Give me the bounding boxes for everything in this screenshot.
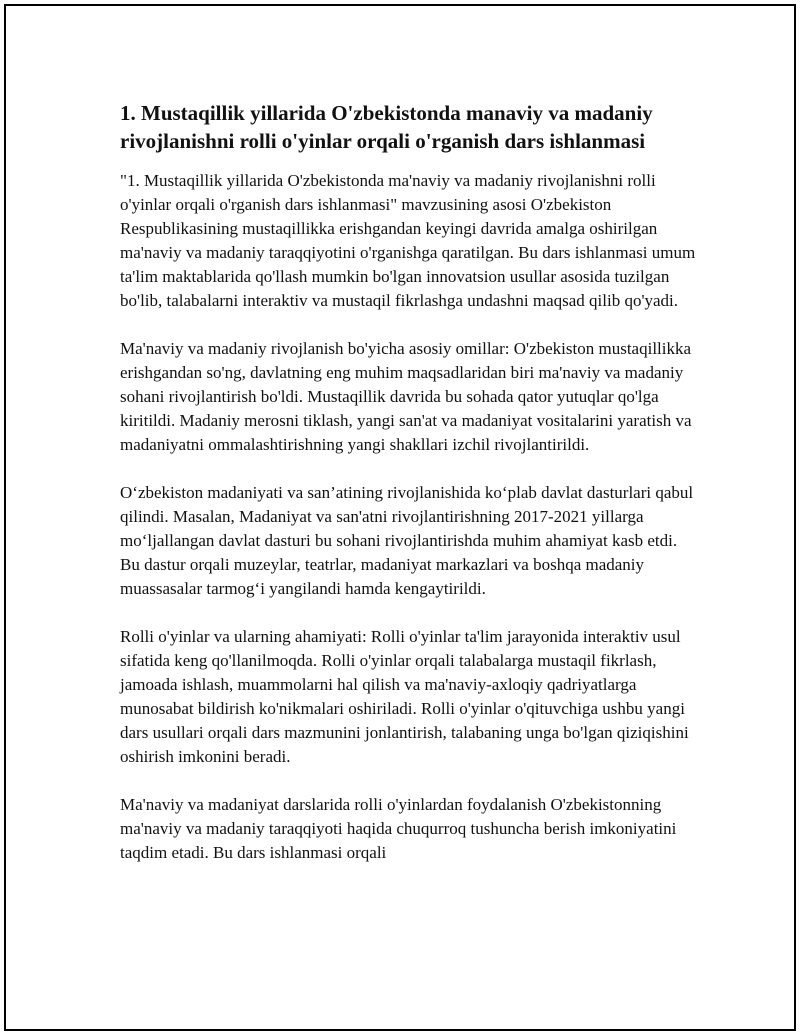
page-frame <box>4 4 796 1031</box>
paragraph-factors: Ma'naviy va madaniy rivojlanish bo'yicha asosiy omillar: O'zbekiston mustaqillikka erishgandan so'ng, davlatning eng muhim maqsadlaridan biri ma'naviy va madaniy sohani rivojlantirish bo'ldi. Mustaqillik davrida bu sohada qator yutuqlar qo'lga kiritildi. Madaniy merosni tiklash, yangi san'at va madaniyat vositalarini yaratish va madaniyatni ommalashtirishning yangi shakllari izchil rivojlantirildi. <box>120 339 692 454</box>
document-title: 1. Mustaqillik yillarida O'zbekistonda manaviy va madaniy rivojlanishni rolli o'yinlar orqali o'rganish dars ishlanmasi <box>120 101 653 153</box>
paragraph-state-programs: O‘zbekiston madaniyati va san’atining rivojlanishida ko‘plab davlat dasturlari qabul qilindi. Masalan, Madaniyat va san'atni rivojlantirishning 2017-2021 yillarga mo‘ljallangan davlat dasturi bu sohani rivojlantirishda muhim ahamiyat kasb etdi. Bu dastur orqali muzeylar, teatrlar, madaniyat markazlari va boshqa madaniy muassasalar tarmog‘i yangilandi hamda kengaytirildi. <box>120 483 694 598</box>
document-body <box>120 99 696 889</box>
paragraph-role-games: Rolli o'yinlar va ularning ahamiyati: Rolli o'yinlar ta'lim jarayonida interaktiv usul sifatida keng qo'llanilmoqda. Rolli o'yinlar orqali talabalarga mustaqil fikrlash, jamoada ishlash, muammolarni hal qilish va ma'naviy-axloqiy qadriyatlarga munosabat bildirish ko'nikmalari oshiriladi. Rolli o'yinlar o'qituvchiga ushbu yangi dars usullari orqali dars mazmunini jonlantirish, talabaning unga bo'lgan qiziqishini oshirish imkonini beradi. <box>120 627 689 766</box>
paragraph-usage: Ma'naviy va madaniyat darslarida rolli o'yinlardan foydalanish O'zbekistonning ma'naviy va madaniy taraqqiyoti haqida chuqurroq tushuncha berish imkoniyatini taqdim etadi. Bu dars ishlanmasi orqali <box>120 795 677 862</box>
paragraph-intro: "1. Mustaqillik yillarida O'zbekistonda ma'naviy va madaniy rivojlanishni rolli o'yinlar orqali o'rganish dars ishlanmasi" mavzusining asosi O'zbekiston Respublikasining mustaqillikka erishgandan keyingi davrida amalga oshirilgan ma'naviy va madaniy taraqqiyotini o'rganishga qaratilgan. Bu dars ishlanmasi umum ta'lim maktablarida qo'llash mumkin bo'lgan innovatsion usullar asosida tuzilgan bo'lib, talabalarni interaktiv va mustaqil fikrlashga undashni maqsad qilib qo'yadi. <box>120 171 696 310</box>
